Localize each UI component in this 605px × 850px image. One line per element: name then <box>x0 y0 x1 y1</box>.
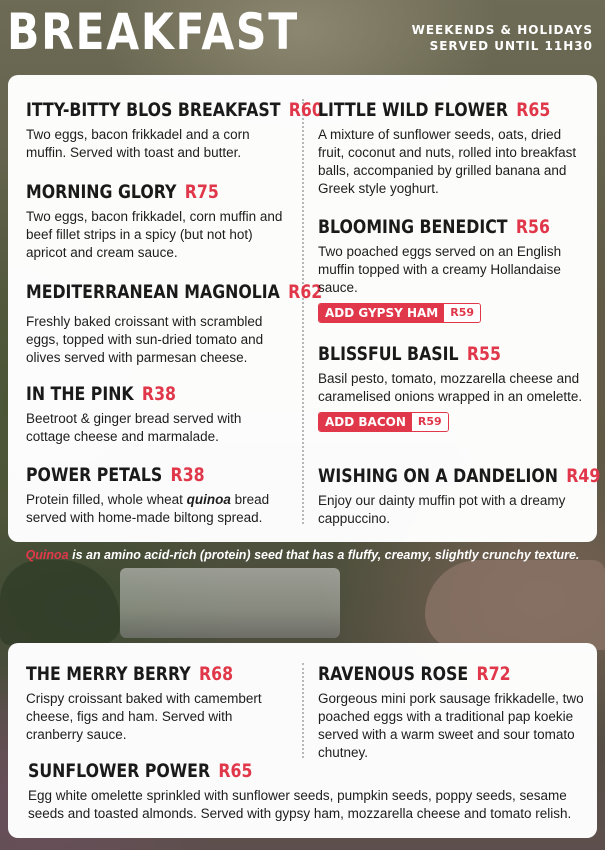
item-name: SUNFLOWER POWER <box>28 760 211 782</box>
menu-item-blooming-benedict <box>318 216 584 323</box>
item-name: MORNING GLORY <box>26 181 177 203</box>
item-name: IN THE PINK <box>26 383 134 405</box>
item-price: R38 <box>170 464 205 486</box>
item-description: Basil pesto, tomato, mozzarella cheese and caramelised onions wrapped in an omelette. <box>318 371 583 404</box>
item-price: R65 <box>218 760 253 782</box>
item-price: R65 <box>516 99 551 121</box>
background-tree <box>0 560 120 645</box>
item-name: WISHING ON A DANDELION <box>318 465 558 487</box>
item-price: R72 <box>476 663 511 685</box>
serving-until: SERVED UNTIL 11H30 <box>429 39 593 53</box>
footnote-text: is an amino acid-rich (protein) seed that has a fluffy, creamy, slightly crunchy texture. <box>68 548 580 562</box>
item-name: BLISSFUL BASIL <box>318 343 459 365</box>
serving-days: WEEKENDS & HOLIDAYS <box>411 23 593 37</box>
menu-item-itty-bitty <box>26 99 323 162</box>
item-price: R55 <box>466 343 501 365</box>
column-divider <box>302 99 304 524</box>
addon-label: ADD GYPSY HAM <box>319 304 444 322</box>
addon-price: R59 <box>444 304 480 322</box>
item-name: BLOOMING BENEDICT <box>318 216 508 238</box>
item-name: ITTY-BITTY BLOS BREAKFAST <box>26 99 281 121</box>
serving-times <box>412 22 593 54</box>
menu-item-morning-glory <box>26 181 288 262</box>
page-title: BREAKFAST <box>7 3 299 61</box>
item-name: MEDITERRANEAN MAGNOLIA <box>26 281 280 303</box>
item-description <box>26 491 294 527</box>
item-description: Two eggs, bacon frikkadel, corn muffin and beef fillet strips in a spicy (but not hot) apricot and cream sauce. <box>26 209 283 260</box>
item-price: R56 <box>515 216 550 238</box>
item-description: Enjoy our dainty muffin pot with a dreamy cappuccino. <box>318 493 566 526</box>
menu-item-blissful-basil <box>318 343 584 432</box>
item-description: Beetroot & ginger bread served with cottage cheese and marmalade. <box>26 411 242 444</box>
item-description: Egg white omelette sprinkled with sunflower seeds, pumpkin seeds, poppy seeds, sesame seeds and toasted almonds. Served with gypsy ham, mozzarella cheese and tomato relish. <box>28 788 572 821</box>
column-divider <box>302 663 304 758</box>
menu-item-the-merry-berry <box>26 663 288 744</box>
menu-item-wishing-on-a-dandelion <box>318 465 601 528</box>
item-price: R49 <box>566 465 601 487</box>
addon-label: ADD BACON <box>319 413 412 431</box>
item-description: Two eggs, bacon frikkadel and a corn muffin. Served with toast and butter. <box>26 127 250 160</box>
item-name: THE MERRY BERRY <box>26 663 191 685</box>
addon-gypsy-ham[interactable] <box>318 303 481 323</box>
quinoa-footnote <box>0 546 605 564</box>
item-description: Two poached eggs served on an English muffin topped with a creamy Hollandaise sauce. <box>318 244 562 295</box>
footnote-highlight: Quinoa <box>25 548 69 562</box>
item-description: Freshly baked croissant with scrambled eggs, topped with sun-dried tomato and olives served with parmesan cheese. <box>26 314 264 365</box>
desc-text: bread served with home-made biltong spread. <box>26 492 270 525</box>
item-description: Crispy croissant baked with camembert cheese, figs and ham. Served with cranberry sauce. <box>26 691 262 742</box>
item-price: R68 <box>198 663 234 685</box>
item-name: RAVENOUS ROSE <box>318 663 469 685</box>
addon-price: R59 <box>412 413 448 431</box>
menu-item-in-the-pink <box>26 383 288 446</box>
item-name: LITTLE WILD FLOWER <box>318 99 508 121</box>
desc-text: Protein filled, whole wheat <box>26 492 187 507</box>
menu-item-ravenous-rose <box>318 663 584 762</box>
menu-panel-main <box>8 75 601 542</box>
background-rock <box>425 560 605 650</box>
menu-item-power-petals <box>26 464 294 527</box>
addon-bacon[interactable] <box>318 412 449 432</box>
desc-quinoa: quinoa <box>186 492 231 507</box>
item-name: POWER PETALS <box>26 464 163 486</box>
item-price: R75 <box>184 181 219 203</box>
menu-item-mediterranean-magnolia <box>26 281 323 367</box>
item-price: R62 <box>288 281 323 303</box>
menu-panel-extra <box>8 643 597 838</box>
background-furniture <box>120 568 340 638</box>
item-description: A mixture of sunflower seeds, oats, dried fruit, coconut and nuts, rolled into breakfast balls, accompanied by grilled banana and Greek style yoghurt. <box>318 127 577 196</box>
item-price: R60 <box>288 99 323 121</box>
menu-item-sunflower-power <box>28 760 583 823</box>
item-price: R38 <box>141 383 177 405</box>
menu-item-little-wild-flower <box>318 99 584 198</box>
item-description: Gorgeous mini pork sausage frikkadelle, two poached eggs with a traditional pap koekie served with a warm sweet and sour tomato chutney. <box>318 691 584 760</box>
